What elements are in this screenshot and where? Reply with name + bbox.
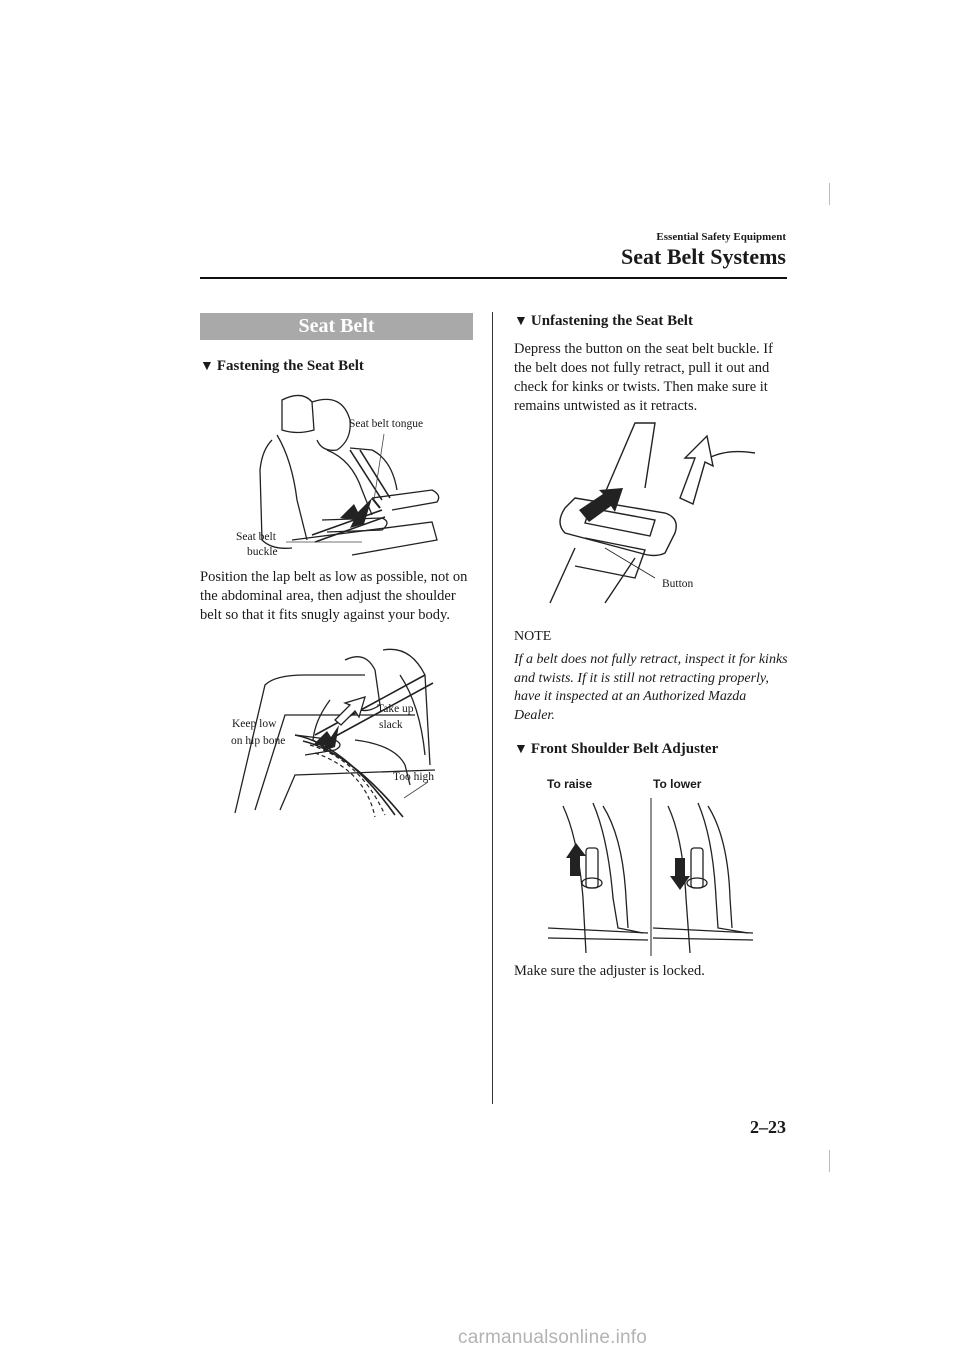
buckle-button-illustration	[545, 418, 760, 608]
header-section: Essential Safety Equipment	[656, 231, 786, 243]
crop-mark-bottom	[829, 1150, 830, 1172]
too-high-label: Too high	[393, 771, 435, 783]
button-label: Button	[662, 578, 694, 590]
crop-mark-top	[829, 183, 830, 205]
section-banner: Seat Belt	[200, 313, 473, 340]
adjuster-heading: ▼ Front Shoulder Belt Adjuster	[514, 741, 719, 757]
shoulder-adjuster-illustration	[548, 798, 758, 958]
keep-low-label-1: Keep low	[232, 718, 277, 730]
tongue-leader-line	[370, 432, 410, 502]
keep-low-label-2: on hip bone	[231, 735, 286, 747]
to-lower-label: To lower	[653, 777, 702, 791]
unfastening-heading: ▼ Unfastening the Seat Belt	[514, 313, 693, 329]
triangle-icon: ▼	[514, 742, 528, 757]
seat-belt-buckle-label-1: Seat belt	[236, 531, 276, 543]
triangle-icon: ▼	[514, 314, 528, 329]
unfastening-paragraph: Depress the button on the seat belt buckle. If the belt does not fully retract, pull it out and check for kinks or twists. Then make sure it remains untwisted as it retracts.	[514, 341, 773, 414]
page-number: 2–23	[750, 1117, 786, 1137]
triangle-icon: ▼	[200, 359, 214, 374]
position-paragraph: Position the lap belt as low as possible, not on the abdominal area, then adjust the shoulder belt so that it fits snugly against your body.	[200, 569, 468, 623]
header-rule	[200, 277, 787, 279]
seat-belt-tongue-label: Seat belt tongue	[349, 418, 424, 430]
buckle-leader-line	[284, 540, 364, 548]
fastening-heading: ▼ Fastening the Seat Belt	[200, 358, 364, 374]
column-divider	[492, 312, 493, 1104]
header-chapter: Seat Belt Systems	[621, 244, 786, 269]
to-raise-label: To raise	[547, 777, 593, 791]
note-paragraph: If a belt does not fully retract, inspect it for kinks and twists. If it is still not retracting properly, have it inspected at an Authorized Mazda Dealer.	[514, 652, 788, 723]
note-label: NOTE	[514, 629, 552, 644]
take-up-label-2: slack	[379, 719, 403, 731]
adjuster-locked-text: Make sure the adjuster is locked.	[514, 963, 705, 979]
take-up-label-1: Take up	[377, 703, 414, 715]
watermark: carmanualsonline.info	[458, 1327, 648, 1348]
seat-belt-buckle-label-2: buckle	[247, 546, 278, 558]
